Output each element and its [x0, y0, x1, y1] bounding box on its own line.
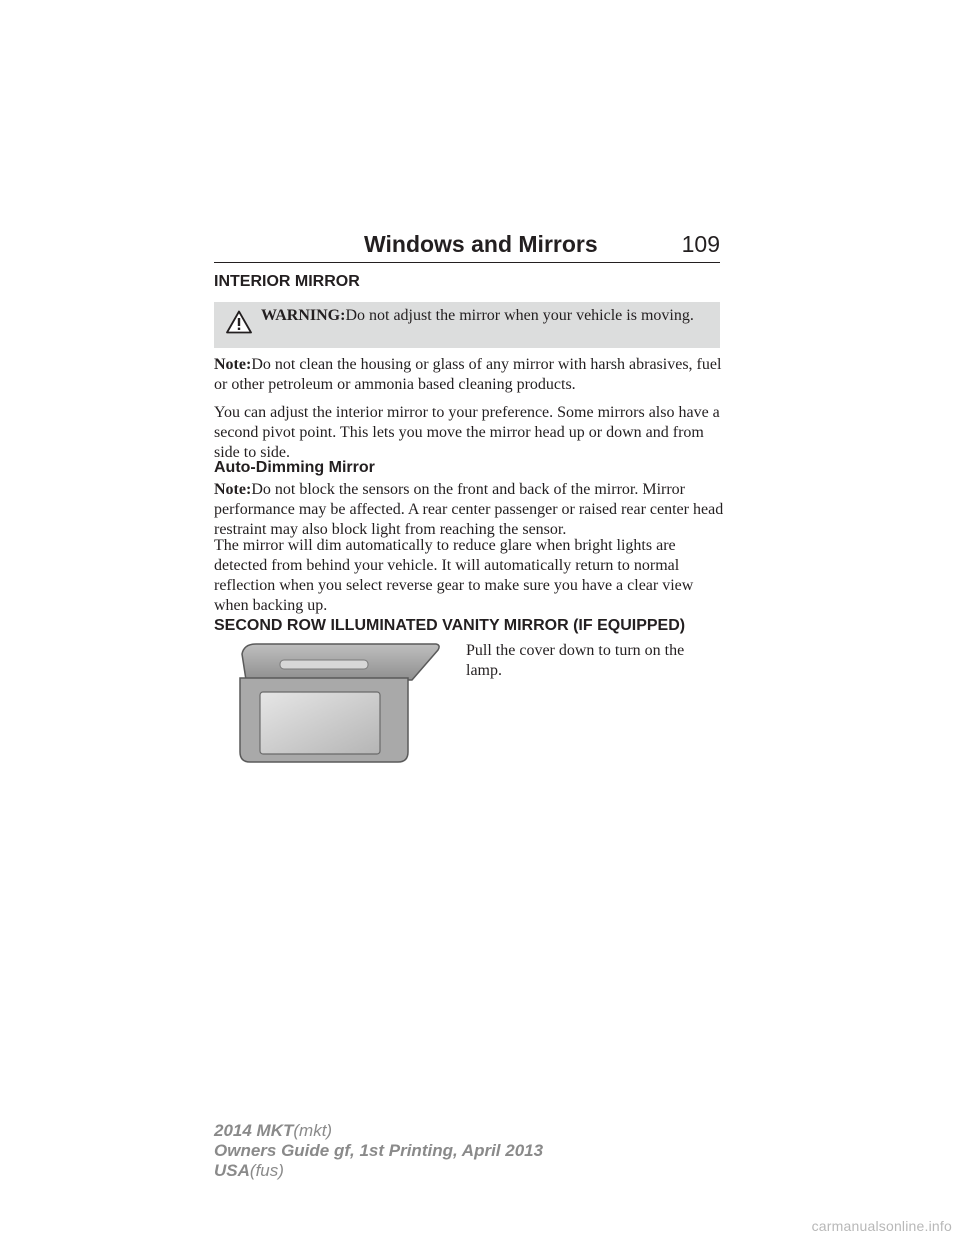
page-footer	[214, 1121, 543, 1181]
section-heading-vanity-mirror: SECOND ROW ILLUMINATED VANITY MIRROR (IF EQUIPPED)	[214, 617, 686, 634]
footer-model: 2014 MKT	[214, 1121, 294, 1140]
warning-text	[261, 306, 701, 326]
vanity-mirror-illustration	[236, 640, 442, 764]
footer-line-1	[214, 1121, 543, 1141]
vanity-instructions: Pull the cover down to turn on the lamp.	[466, 642, 685, 679]
warning-body: Do not adjust the mirror when your vehicle is moving.	[345, 307, 694, 324]
page-header	[214, 226, 720, 263]
footer-model-code: (mkt)	[293, 1121, 333, 1140]
warning-box	[214, 302, 720, 348]
note-label: Note:	[214, 481, 252, 498]
footer-market-code: (fus)	[249, 1161, 284, 1180]
paragraph-adjust: You can adjust the interior mirror to your preference. Some mirrors also have a second pivot point. This lets you move the mirror head up or down and from side to side.	[214, 404, 720, 461]
footer-market: USA	[214, 1161, 250, 1180]
chapter-title: Windows and Mirrors	[364, 231, 598, 257]
section-heading-auto-dimming: Auto-Dimming Mirror	[214, 459, 375, 476]
note-sensors	[214, 480, 724, 540]
note-housing	[214, 355, 724, 395]
warning-triangle-icon	[226, 310, 252, 334]
note-body: Do not block the sensors on the front and back of the mirror. Mirror performance may be affected. A rear center passenger or raised rear center head restraint may also block light from reaching the sensor.	[214, 481, 724, 538]
note-label: Note:	[214, 356, 252, 373]
footer-line-2: Owners Guide gf, 1st Printing, April 2013	[214, 1141, 544, 1160]
section-heading-interior-mirror: INTERIOR MIRROR	[214, 273, 360, 290]
paragraph-auto-dim: The mirror will dim automatically to reduce glare when bright lights are detected from behind your vehicle. It will automatically return to normal reflection when you select reverse gear to make sure you have a clear view when backing up.	[214, 537, 694, 614]
note-body: Do not clean the housing or glass of any mirror with harsh abrasives, fuel or other petroleum or ammonia based cleaning products.	[214, 356, 722, 393]
warning-label: WARNING:	[261, 307, 346, 324]
page-number: 109	[681, 231, 720, 257]
watermark: carmanualsonline.info	[811, 1218, 952, 1234]
footer-line-3	[214, 1161, 543, 1181]
